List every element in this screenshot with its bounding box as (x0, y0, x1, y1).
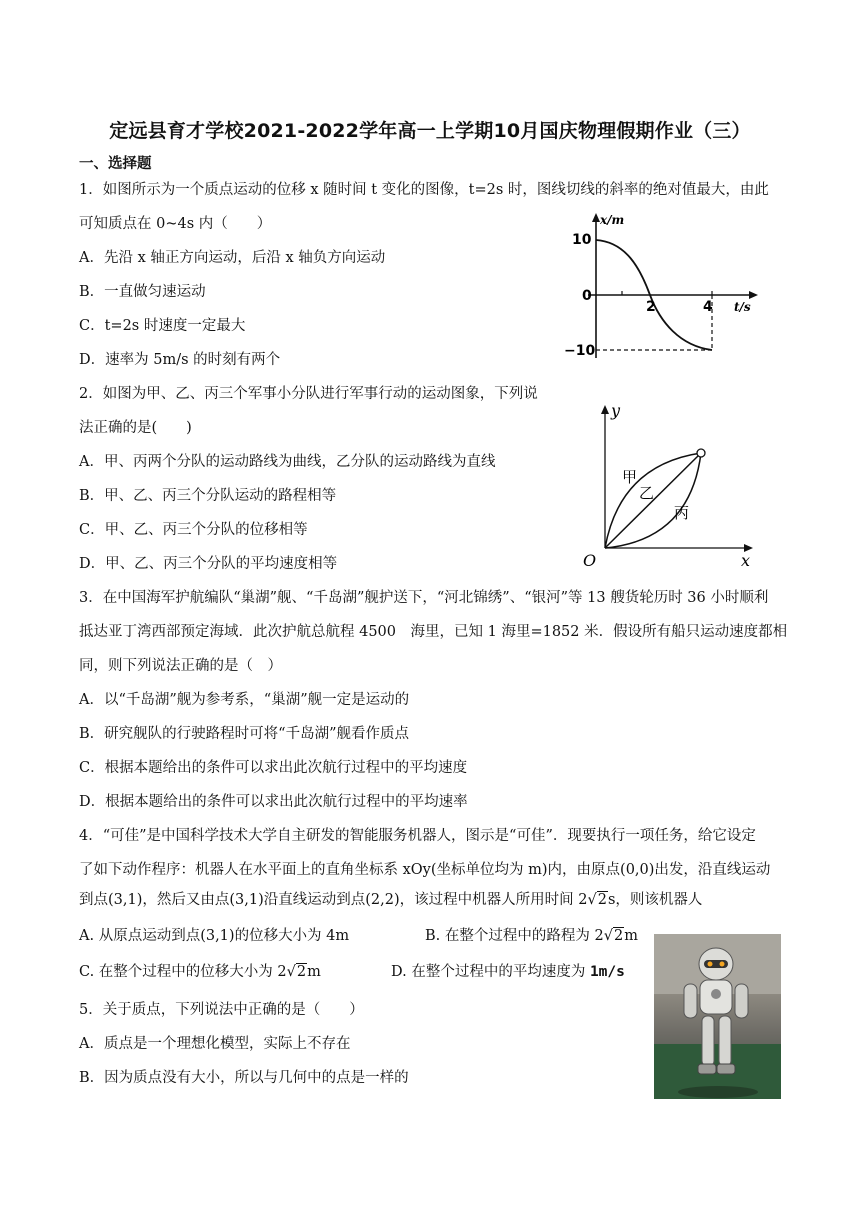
q1-ylabel: x/m (600, 213, 625, 227)
q1-option-b: B．一直做匀速运动 (79, 284, 206, 300)
q2-origin: O (583, 551, 597, 570)
q2-stem-line1: 2．如图为甲、乙、丙三个军事小分队进行军事行动的运动图象，下列说 (79, 386, 538, 402)
q2-label-jia: 甲 (622, 468, 638, 486)
q4-option-d: D. 在整个过程中的平均速度为 1m/s (391, 964, 625, 980)
q4-stem-line3: 到点(3,1)，然后又由点(3,1)沿直线运动到点(2,2)，该过程中机器人所用时间 2√2s，则该机器人 (79, 892, 703, 908)
q3-stem-line1: 3．在中国海军护航编队“巢湖”舰、“千岛湖”舰护送下，“河北锦绣”、“银河”等 13 艘货轮历时 36 小时顺利 (79, 590, 769, 606)
q5-stem: 5．关于质点，下列说法中正确的是（ ） (79, 1002, 364, 1018)
q1-option-a: A．先沿 x 轴正方向运动，后沿 x 轴负方向运动 (79, 250, 386, 266)
q1-tick-0: 0 (582, 288, 592, 304)
q2-option-d: D．甲、乙、丙三个分队的平均速度相等 (79, 556, 338, 572)
q1-tick-4: 4 (703, 299, 713, 315)
q4-stem-line2: 了如下动作程序：机器人在水平面上的直角坐标系 xOy(坐标单位均为 m)内，由原点(0,0)出发，沿直线运动 (79, 862, 771, 878)
q5-option-a: A．质点是一个理想化模型，实际上不存在 (79, 1036, 351, 1052)
q4-time-expr: 2√2s (578, 892, 616, 908)
q4-option-a: A. 从原点运动到点(3,1)的位移大小为 4m (79, 928, 350, 944)
q1-option-c: C．t=2s 时速度一定最大 (79, 318, 246, 334)
q2-stem-line2: 法正确的是( ) (79, 420, 192, 436)
robot-photo (654, 934, 781, 1099)
q1-tick-2: 2 (646, 299, 656, 315)
q2-axis-x: x (741, 551, 751, 570)
q2-option-b: B．甲、乙、丙三个分队运动的路程相等 (79, 488, 337, 504)
q1-position-time-graph (560, 210, 760, 360)
q4-option-c: C. 在整个过程中的位移大小为 2√2m (79, 964, 321, 980)
q2-label-bing: 丙 (674, 504, 690, 522)
q3-stem-line2: 抵达亚丁湾西部预定海域．此次护航总航程 4500 海里，已知 1 海里=1852 米．假设所有船只运动速度都相 (79, 624, 788, 640)
q2-option-a: A．甲、丙两个分队的运动路线为曲线，乙分队的运动路线为直线 (79, 454, 496, 470)
q1-xlabel: t/s (734, 300, 751, 314)
q2-route-diagram (575, 400, 765, 572)
q2-axis-y: y (611, 401, 621, 420)
q3-option-a: A．以“千岛湖”舰为参考系，“巢湖”舰一定是运动的 (79, 692, 410, 708)
q1-option-d: D．速率为 5m/s 的时刻有两个 (79, 352, 281, 368)
q3-option-d: D．根据本题给出的条件可以求出此次航行过程中的平均速率 (79, 794, 468, 810)
page-title: 定远县育才学校2021-2022学年高一上学期10月国庆物理假期作业（三） (109, 120, 751, 142)
q1-stem-line2: 可知质点在 0~4s 内（ ） (79, 216, 272, 232)
q5-option-b: B．因为质点没有大小，所以与几何中的点是一样的 (79, 1070, 409, 1086)
q3-option-b: B．研究舰队的行驶路程时可将“千岛湖”舰看作质点 (79, 726, 409, 742)
q1-stem-line1: 1．如图所示为一个质点运动的位移 x 随时间 t 变化的图像，t=2s 时，图线切线的斜率的绝对值最大，由此 (79, 182, 769, 198)
q1-tick-10: 10 (572, 232, 592, 248)
q4-option-b: B. 在整个过程中的路程为 2√2m (425, 928, 638, 944)
section-heading: 一、选择题 (79, 156, 152, 172)
q3-stem-line3: 同，则下列说法正确的是（ ） (79, 658, 282, 674)
q1-tick-neg10: −10 (564, 343, 596, 359)
q4-stem-line1: 4．“可佳”是中国科学技术大学自主研发的智能服务机器人，图示是“可佳”．现要执行一项任务，给它设定 (79, 828, 756, 844)
q2-option-c: C．甲、乙、丙三个分队的位移相等 (79, 522, 308, 538)
q2-label-yi: 乙 (639, 484, 655, 502)
q3-option-c: C．根据本题给出的条件可以求出此次航行过程中的平均速度 (79, 760, 468, 776)
